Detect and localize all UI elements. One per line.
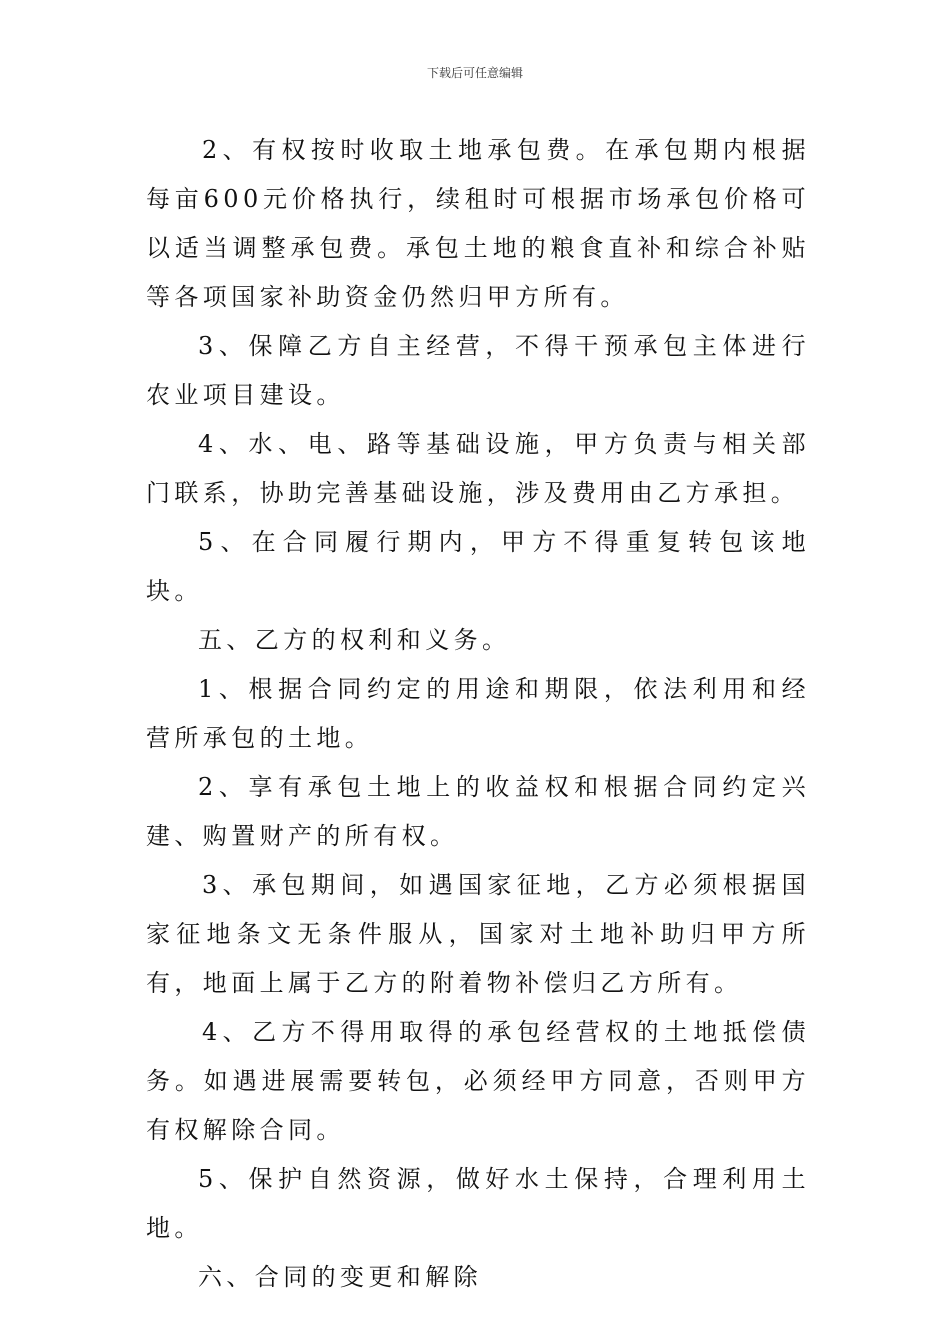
page-header: 下载后可任意编辑 [426,66,523,80]
paragraph-income-rights: 2、享有承包土地上的收益权和根据合同约定兴建、购置财产的所有权。 [146,773,810,850]
paragraph-no-resublet: 5、在合同履行期内，甲方不得重复转包该地块。 [146,528,810,605]
paragraph-fee-right: 2、有权按时收取土地承包费。在承包期内根据每亩600元价格执行，续租时可根据市场承包价格可以适当调整承包费。承包土地的粮食直补和综合补贴等各项国家补助资金仍然归甲方所有。 [146,136,810,311]
paragraph-protect-resources: 5、保护自然资源，做好水土保持，合理利用土地。 [146,1165,810,1242]
section-heading-party-b: 五、乙方的权利和义务。 [198,626,511,654]
section-heading-change-termination: 六、合同的变更和解除 [198,1263,482,1291]
paragraph-infrastructure: 4、水、电、路等基础设施，甲方负责与相关部门联系，协助完善基础设施，涉及费用由乙方承担。 [146,430,810,507]
paragraph-autonomy: 3、保障乙方自主经营，不得干预承包主体进行农业项目建设。 [146,332,810,409]
paragraph-no-debt-offset: 4、乙方不得用取得的承包经营权的土地抵偿债务。如遇进展需要转包，必须经甲方同意，否则甲方有权解除合同。 [146,1018,810,1144]
document-body [146,126,810,1302]
paragraph-land-expropriation: 3、承包期间，如遇国家征地，乙方必须根据国家征地条文无条件服从，国家对土地补助归甲方所有，地面上属于乙方的附着物补偿归乙方所有。 [146,871,810,997]
paragraph-use-land: 1、根据合同约定的用途和期限，依法利用和经营所承包的土地。 [146,675,810,752]
